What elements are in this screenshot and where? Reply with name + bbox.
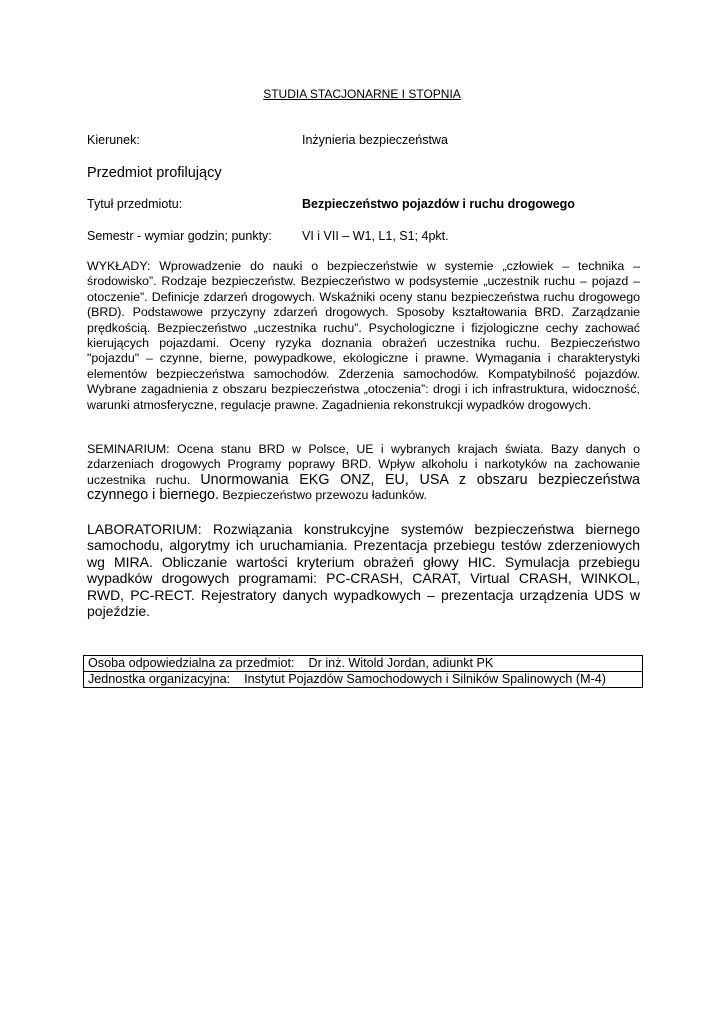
subject-category: Przedmiot profilujący xyxy=(87,165,222,181)
field-of-study-label: Kierunek: xyxy=(87,133,140,147)
semester-row xyxy=(87,229,449,243)
info-table xyxy=(83,655,643,688)
semester-label: Semestr - wymiar godzin; punkty: xyxy=(87,229,272,243)
responsible-value: Dr inż. Witold Jordan, adiunkt PK xyxy=(308,656,494,670)
subject-title-label: Tytuł przedmiotu: xyxy=(87,197,183,211)
lectures-paragraph: WYKŁADY: Wprowadzenie do nauki o bezpieczeństwie w systemie „człowiek – technika – środowisko”. Rodzaje bezpieczeństw. Bezpieczeństwo w podsystemie „uczestnik ruchu – pojazd – otoczenie”. Definicje zdarzeń drogowych. Wskaźniki oceny stanu bezpieczeństwa ruchu drogowego (BRD). Podstawowe przyczyny zdarzeń drogowych. Sposoby kształtowania BRD. Zarządzanie prędkością. Bezpieczeństwo „uczestnika ruchu”. Psychologiczne i fizjologiczne cechy zachować kierujących pojazdami. Oceny ryzyka doznania obrażeń uczestnika ruchu. Bezpieczeństwo "pojazdu" – czynne, bierne, powypadkowe, ekologiczne i prawne. Wymagania i charakterystyki elementów bezpieczeństwa samochodów. Zderzenia samochodów. Kompatybilność pojazdów. Wybrane zagadnienia z obszaru bezpieczeństwa „otoczenia”: drogi i ich infrastruktura, widoczność, warunki atmosferyczne, regulacje prawne. Zagadnienia rekonstrukcji wypadków drogowych. xyxy=(87,259,640,412)
responsible-row xyxy=(84,656,643,672)
seminar-text-2: Unormowania EKG ONZ, EU, USA z obszaru bezpieczeństwa czynnego i biernego. xyxy=(87,471,641,504)
seminar-paragraph xyxy=(87,442,640,504)
field-of-study-row xyxy=(87,133,448,147)
seminar-text-3: Bezpieczeństwo przewozu ładunków. xyxy=(222,488,427,503)
document-header: STUDIA STACJONARNE I STOPNIA xyxy=(263,87,461,101)
unit-row xyxy=(84,672,643,688)
field-of-study-value: Inżynieria bezpieczeństwa xyxy=(302,133,448,147)
responsible-cell xyxy=(84,656,643,672)
subject-title-value: Bezpieczeństwo pojazdów i ruchu drogowego xyxy=(302,197,575,211)
unit-value: Instytut Pojazdów Samochodowych i Silników Spalinowych (M-4) xyxy=(244,672,606,686)
unit-label: Jednostka organizacyjna: xyxy=(88,672,231,686)
unit-cell xyxy=(84,672,643,688)
seminar-text-1: SEMINARIUM: Ocena stanu BRD w Polsce, UE i wybranych krajach świata. Bazy danych o zdarzeniach drogowych Programy poprawy BRD. Wpływ alkoholu i narkotyków na zachowanie uczestnika ruchu. xyxy=(87,442,640,487)
responsible-label: Osoba odpowiedzialna za przedmiot: xyxy=(88,656,295,670)
semester-value: VI i VII – W1, L1, S1; 4pkt. xyxy=(302,229,449,243)
subject-title-row xyxy=(87,197,575,211)
laboratory-paragraph: LABORATORIUM: Rozwiązania konstrukcyjne systemów bezpieczeństwa biernego samochodu, algorytmy ich uruchamiania. Prezentacja przebiegu testów zderzeniowych wg MIRA. Obliczanie wartości kryterium obrażeń głowy HIC. Symulacja przebiegu wypadków drogowych programami: PC-CRASH, CARAT, Virtual CRASH, WINKOL, RWD, PC-RECT. Rejestratory danych wypadkowych – prezentacja urządzenia UDS w pojeździe. xyxy=(87,521,640,620)
